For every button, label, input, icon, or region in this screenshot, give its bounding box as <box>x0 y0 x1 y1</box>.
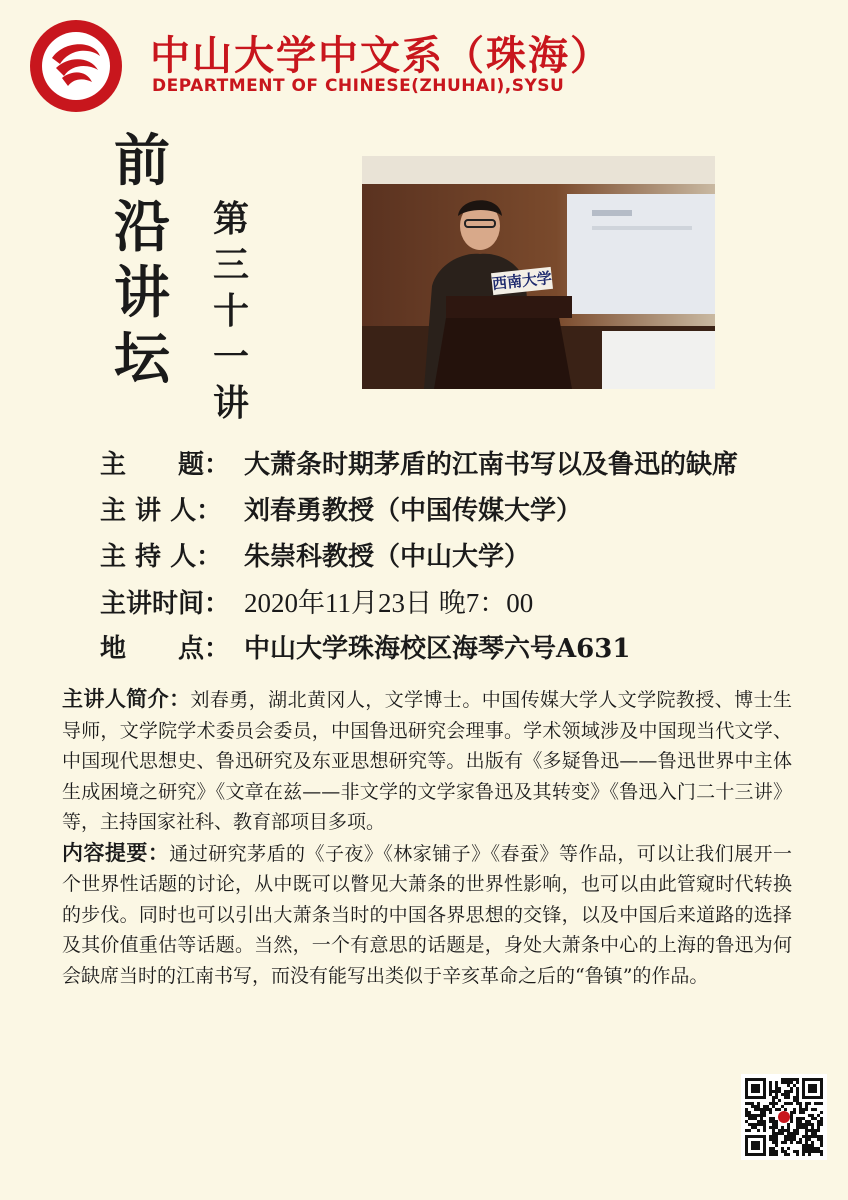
logo-swirl-icon <box>44 34 108 98</box>
time-value: 2020年11月23日 晚7：00 <box>244 588 534 618</box>
venue-row <box>100 626 738 672</box>
podium-sign-text: 西南大学 <box>491 268 553 294</box>
forum-title <box>104 128 180 392</box>
speaker-value: 刘春勇教授（中国传媒大学） <box>244 496 583 526</box>
topic-value: 大萧条时期茅盾的江南书写以及鲁迅的缺席 <box>244 450 739 480</box>
lecture-number-char: 十 <box>212 290 249 332</box>
speaker-photo <box>362 156 715 389</box>
content-summary-text: 通过研究茅盾的《子夜》《林家铺子》《春蚕》等作品，可以让我们展开一个世界性话题的讨论，从中既可以瞥见大萧条的世界性影响，也可以由此管窥时代转换的步伐。同时也可以引出大萧条当时的中国各界思想的交锋，以及中国后来道路的选择及其价值重估等话题。当然，一个有意思的话题是，身处大萧条中心的上海的鲁迅为何会缺席当时的江南书写，而没有能写出类似于辛亥革命之后的“鲁镇”的作品。 <box>62 842 792 987</box>
department-name-en: DEPARTMENT OF CHINESE(ZHUHAI),SYSU <box>152 76 565 96</box>
description-section <box>62 684 792 991</box>
forum-title-char: 前 <box>114 128 170 194</box>
lecture-number <box>206 196 256 426</box>
qr-code <box>741 1074 827 1160</box>
lecture-number-char: 讲 <box>212 382 249 424</box>
forum-title-char: 沿 <box>114 194 170 260</box>
content-summary <box>62 838 792 992</box>
event-info <box>100 442 738 672</box>
venue-label: 地 点： <box>100 634 231 664</box>
department-logo-seal <box>30 20 122 112</box>
time-label: 主讲时间： <box>100 589 231 619</box>
lecture-number-char: 一 <box>212 336 249 378</box>
topic-label: 主 题： <box>100 450 231 480</box>
content-summary-label: 内容提要： <box>62 839 170 865</box>
host-row <box>100 534 738 580</box>
time-row <box>100 580 738 626</box>
speaker-label: 主 讲 人： <box>100 496 223 526</box>
forum-title-char: 讲 <box>114 260 170 326</box>
qr-code-pattern <box>741 1074 827 1160</box>
venue-value: 中山大学珠海校区海琴六号A631 <box>244 634 631 664</box>
lecture-number-char: 三 <box>212 244 249 286</box>
lecture-number-char: 第 <box>212 198 249 240</box>
forum-title-char: 坛 <box>114 326 170 392</box>
speaker-bio-text: 刘春勇，湖北黄冈人，文学博士。中国传媒大学人文学院教授、博士生导师，文学院学术委员会委员，中国鲁迅研究会理事。学术领域涉及中国现当代文学、中国现代思想史、鲁迅研究及东亚思想研究等。出版有《多疑鲁迅——鲁迅世界中主体生成困境之研究》《文章在兹——非文学的文学家鲁迅及其转变》《鲁迅入门二十三讲》等，主持国家社科、教育部项目多项。 <box>62 689 792 833</box>
speaker-photo-illustration <box>362 156 715 389</box>
speaker-row <box>100 488 738 534</box>
host-label: 主 持 人： <box>100 542 223 572</box>
speaker-bio-label: 主讲人简介： <box>62 686 191 711</box>
host-value: 朱崇科教授（中山大学） <box>244 542 531 572</box>
topic-row <box>100 442 738 488</box>
department-name-cn: 中山大学中文系（珠海） <box>150 32 612 79</box>
speaker-bio <box>62 684 792 838</box>
